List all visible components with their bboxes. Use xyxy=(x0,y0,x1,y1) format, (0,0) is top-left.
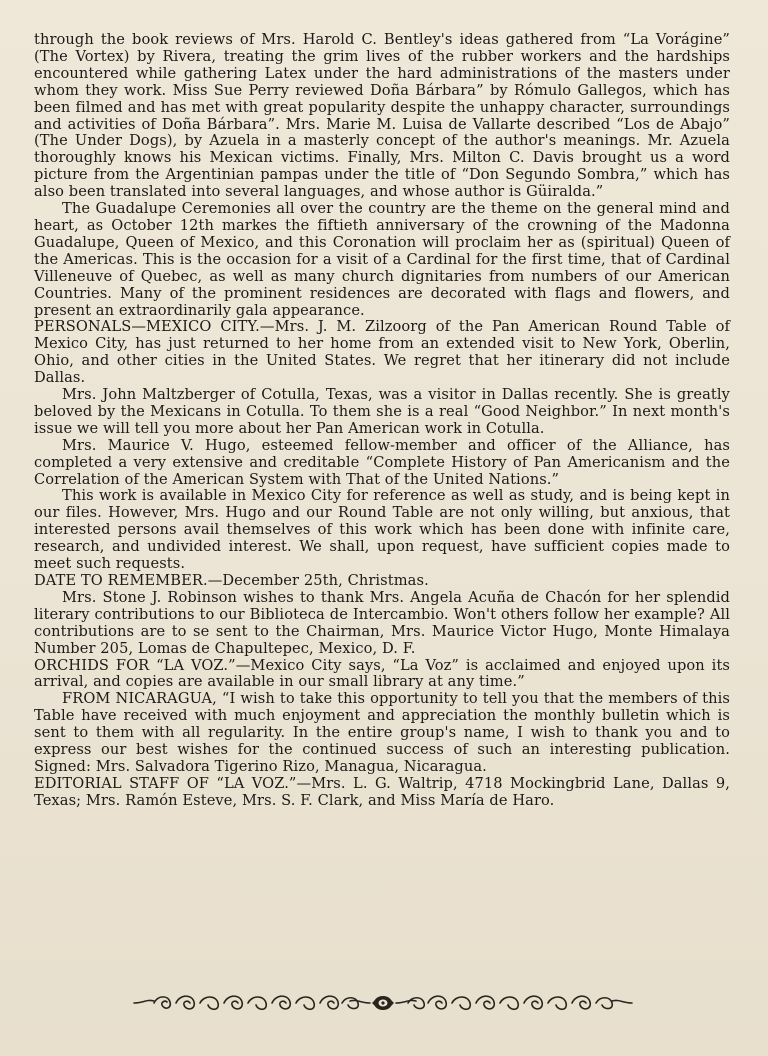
article-body xyxy=(34,32,730,810)
paragraph-date-to-remember: DATE TO REMEMBER.—December 25th, Christmas. xyxy=(34,572,429,589)
paragraph-robinson-thanks: Mrs. Stone J. Robinson wishes to thank Mrs. Angela Acuña de Chacón for her splendid literary contributions to our Biblioteca de Intercambio. Won't others follow her example? All contributions are to se sent to the Chairman, Mrs. Maurice Victor Hugo, Monte Himalaya Number 205, Lomas de Chapultepec, Mexico, D. F. xyxy=(34,588,730,657)
paragraph-hugo-history: Mrs. Maurice V. Hugo, esteemed fellow-member and officer of the Alliance, has completed a very extensive and creditable “Complete History of Pan Americanism and the Correlation of the American System with That of the United Nations.” xyxy=(34,436,730,488)
paragraph-work-available: This work is available in Mexico City for reference as well as study, and is being kept in our files. However, Mrs. Hugo and our Round Table are not only willing, but anxious, that interested persons avail themselves of this work which has been done with infinite care, research, and undivided interest. We shall, upon request, have sufficient copies made to meet such requests. xyxy=(34,487,730,573)
paragraph-maltzberger: Mrs. John Maltzberger of Cotulla, Texas, was a visitor in Dallas recently. She is greatly beloved by the Mexicans in Cotulla. To them she is a real “Good Neighbor.” In next month's issue we will tell you more about her Pan American work in Cotulla. xyxy=(34,386,730,437)
paragraph-guadalupe-ceremonies: The Guadalupe Ceremonies all over the country are the theme on the general mind and heart, as October 12th markes the fiftieth anniversary of the crowning of the Madonna Guadalupe, Queen of Mexico, and this Coronation will proclaim her as (spiritual) Queen of the Americas. This is the occasion for a visit of a Cardinal for the first time, that of Cardinal Villeneuve of Quebec, as well as many church dignitaries from numbers of our American Countries. Many of the prominent residences are decorated with flags and flowers, and present an extraordinarily gala appearance. xyxy=(34,200,730,319)
paragraph-book-reviews: through the book reviews of Mrs. Harold C. Bentley's ideas gathered from “La Vorágine” (The Vortex) by Rivera, treating the grim lives of the rubber workers and the hardships encountered while gathering Latex under the hard administrations of the masters under whom they work. Miss Sue Perry reviewed Doña Bárbara” by Rómulo Gallegos, which has been filmed and has met with great popularity despite the unhappy character, surroundings and activities of Doña Bárbara”. Mrs. Marie M. Luisa de Vallarte described “Los de Abajo” (The Under Dogs), by Azuela in a masterly concept of the author's meanings. Mr. Azuela thoroughly knows his Mexican victims. Finally, Mrs. Milton C. Davis brought us a word picture from the Argentinian pampas under the title of “Don Segundo Sombra,” which has also been translated into several languages, and whose author is Güiralda.” xyxy=(34,31,730,201)
paragraph-orchids-la-voz: ORCHIDS FOR “LA VOZ.”—Mexico City says, “La Voz” is acclaimed and enjoyed upon its arrival, and copies are available in our small library at any time.” xyxy=(34,656,730,691)
paragraph-from-nicaragua: FROM NICARAGUA, “I wish to take this opportunity to tell you that the members of this Table have received with much enjoyment and appreciation the monthly bulletin which is sent to them with all regularity. In the entire group's name, I wish to thank you and to express our best wishes for the continued success of such an interesting publication. Signed: Mrs. Salvadora Tigerino Rizo, Managua, Nicaragua. xyxy=(34,690,730,775)
paragraph-personals-mexico-city: PERSONALS—MEXICO CITY.—Mrs. J. M. Zilzoorg of the Pan American Round Table of Mexico City, has just returned to her home from an extended visit to New York, Oberlin, Ohio, and other cities in the United States. We regret that her itinerary did not include Dallas. xyxy=(34,318,730,387)
scroll-ornament-icon xyxy=(132,990,634,1016)
paragraph-editorial-staff: EDITORIAL STAFF OF “LA VOZ.”—Mrs. L. G. Waltrip, 4718 Mockingbrid Lane, Dallas 9, Texas; Mrs. Ramón Esteve, Mrs. S. F. Clark, and Miss María de Haro. xyxy=(34,774,730,809)
